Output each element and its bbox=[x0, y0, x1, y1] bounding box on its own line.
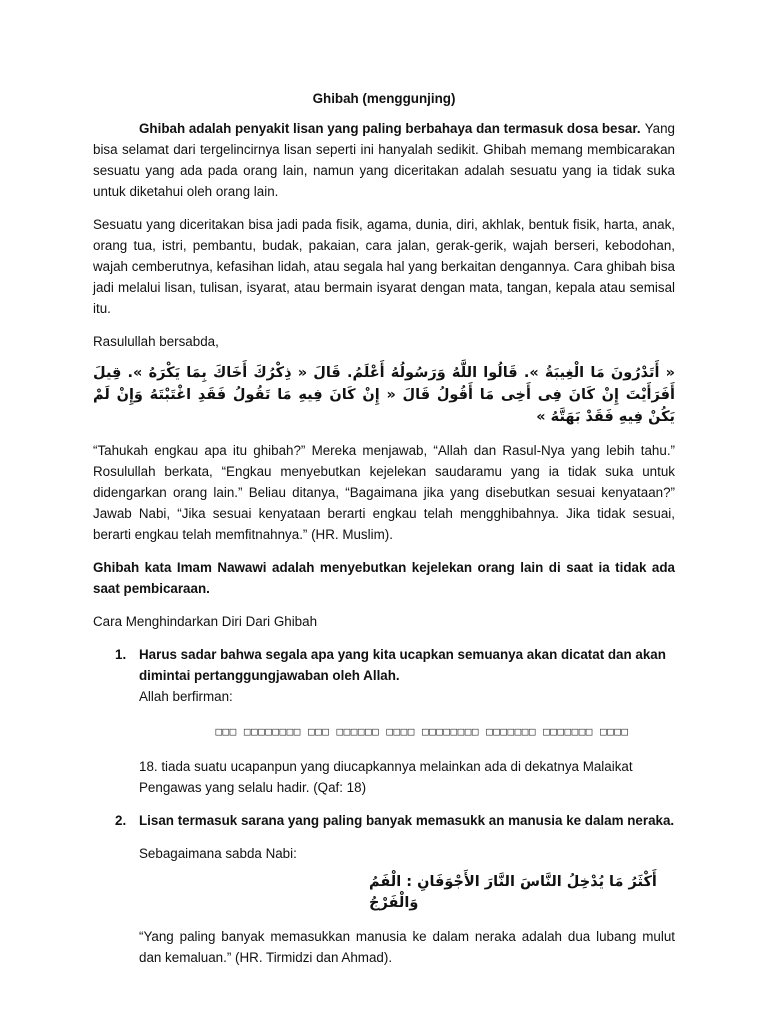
hadith-translation: “Yang paling banyak memasukkan manusia ke dalam neraka adalah dua lubang mulut dan kemaluan.” (HR. Tirmidzi dan Ahmad). bbox=[139, 929, 675, 965]
verse-translation: 18. tiada suatu ucapanpun yang diucapkannya melainkan ada di dekatnya Malaikat Pengawas yang selalu hadir. (Qaf: 18) bbox=[139, 759, 633, 795]
list-item-sub: Sebagaimana sabda Nabi: bbox=[139, 846, 297, 861]
list-item bbox=[93, 810, 675, 968]
list-item bbox=[93, 644, 675, 798]
list-item-sub: Allah berfirman: bbox=[139, 689, 233, 704]
arabic-verse-placeholder: □□□ □□□□□□□□ □□□ □□□□□□ □□□□ □□□□□□□□ □□□□□□□ □□□□□□□ □□□□ bbox=[215, 725, 629, 738]
document-title: Ghibah (menggunjing) bbox=[312, 91, 456, 106]
paragraph-intro-bold: Ghibah adalah penyakit lisan yang paling berbahaya dan termasuk dosa besar. bbox=[139, 121, 641, 136]
numbered-list bbox=[93, 644, 675, 968]
list-item-text: Harus sadar bahwa segala apa yang kita ucapkan semuanya akan dicatat dan akan dimintai pertanggungjawaban oleh Allah. bbox=[139, 647, 666, 683]
list-number: 1. bbox=[115, 647, 127, 662]
paragraph-aspects: Sesuatu yang diceritakan bisa jadi pada fisik, agama, dunia, diri, akhlak, bentuk fisik, harta, anak, orang tua, istri, pembantu, budak, pakaian, cara jalan, gerak-gerik, wajah berseri, kebodohan, wajah cemberutnya, kefasihan lidah, atau segala hal yang berkaitan dengannya. Cara ghibah bisa jadi melalui lisan, tulisan, isyarat, atau bermain isyarat dengan mata, tangan, kepala atau semisal itu. bbox=[93, 217, 675, 316]
arabic-hadith-ghibah: « أَتَدْرُونَ مَا الْغِيبَةُ ». قَالُوا اللَّهُ وَرَسُولُهُ أَعْلَمُ. قَالَ « ذِكْرُكَ أَخَاكَ بِمَا يَكْرَهُ ». قِيلَ أَفَرَأَيْتَ إِنْ كَانَ فِى أَخِى مَا أَقُولُ قَالَ « إِنْ كَانَ فِيهِ مَا تَقُولُ فَقَدِ اغْتَبْتَهُ وَإِنْ لَمْ يَكُنْ فِيهِ فَقَدْ بَهَتَّهُ » bbox=[93, 365, 675, 425]
paragraph-intro-rest: Yang bisa selamat dari tergelincirnya lisan seperti ini hanyalah sedikit. Ghibah memang membicarakan sesuatu yang ada pada orang lain, namun yang diceritakan adalah sesuatu yang ia tidak suka untuk diketahui oleh orang lain. bbox=[93, 121, 675, 199]
section-heading: Cara Menghindarkan Diri Dari Ghibah bbox=[93, 614, 318, 629]
paragraph-hadith-translation: “Tahukah engkau apa itu ghibah?” Mereka menjawab, “Allah dan Rasul-Nya yang lebih tahu.” Rosulullah berkata, “Engkau menyebutkan kejelekan saudaramu yang ia tidak suka untuk didengarkan orang lain.” Beliau ditanya, “Bagaimana jika yang disebutkan sesuai kenyataan?” Jawab Nabi, “Jika sesuai kenyataan berarti engkau telah mengghibahnya. Jika tidak sesuai, berarti engkau telah memfitnahnya.” (HR. Muslim). bbox=[93, 443, 675, 542]
document-body bbox=[93, 88, 675, 968]
paragraph-nawawi: Ghibah kata Imam Nawawi adalah menyebutkan kejelekan orang lain di saat ia tidak ada saat pembicaraan. bbox=[93, 560, 675, 596]
paragraph-hadith-intro: Rasulullah bersabda, bbox=[93, 334, 219, 349]
arabic-hadith-mouth: أَكْثَرُ مَا يُدْخِلُ النَّاسَ النَّارَ الأَجْوَفَانِ : الْفَمُ وَالْفَرْجُ bbox=[369, 874, 657, 911]
paragraph-intro bbox=[93, 118, 675, 202]
list-number: 2. bbox=[115, 813, 127, 828]
list-item-text: Lisan termasuk sarana yang paling banyak memasukk an manusia ke dalam neraka. bbox=[139, 813, 675, 828]
